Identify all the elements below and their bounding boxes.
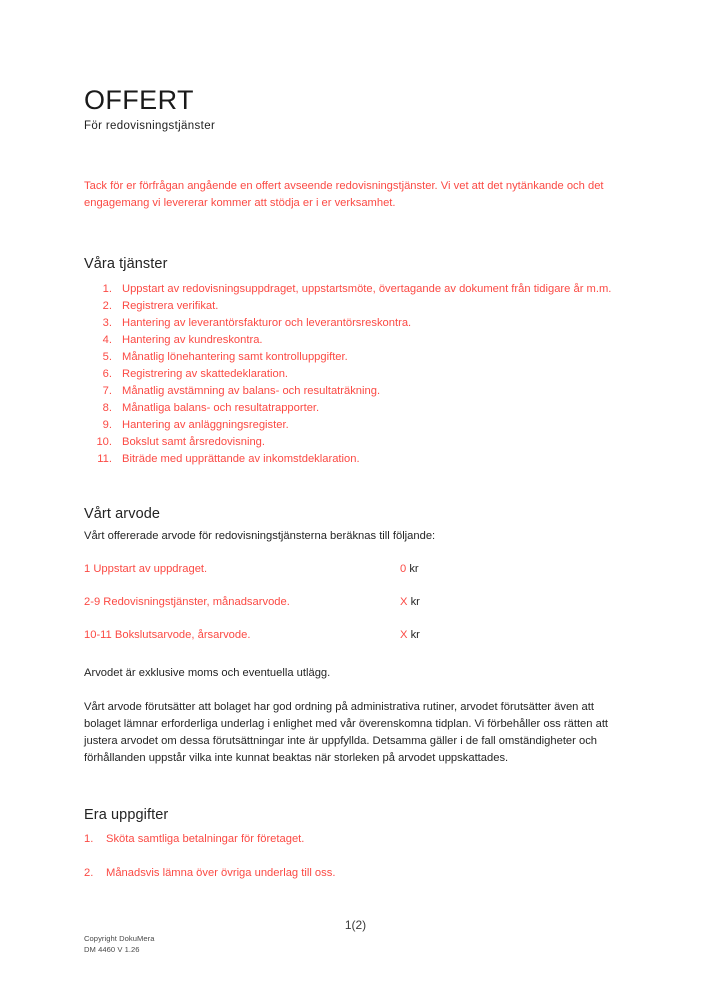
fee-value: 0: [400, 563, 407, 576]
footer-document-code: DM 4460 V 1.26: [84, 944, 140, 954]
vat-note-paragraph: Arvodet är exklusive moms och eventuella utlägg.: [84, 666, 331, 679]
page-number: 1(2): [344, 918, 367, 932]
section-heading-fee: Vårt arvode: [84, 505, 161, 522]
your-tasks-list: [84, 831, 627, 882]
list-item: Hantering av kundreskontra.: [122, 333, 263, 346]
fee-amount: [400, 594, 420, 611]
list-item: Månatlig avstämning av balans- och resultaträkning.: [122, 384, 381, 397]
fee-description: 10-11 Bokslutsarvode, årsarvode.: [84, 628, 251, 641]
section-heading-services: Våra tjänster: [84, 256, 168, 273]
fee-amount: [400, 627, 420, 644]
fee-description: 2-9 Redovisningstjänster, månadsarvode.: [84, 596, 290, 609]
services-list: [84, 281, 627, 467]
list-item: Uppstart av redovisningsuppdraget, uppstartsmöte, övertagande av dokument från tidigare år m.m.: [122, 283, 612, 296]
list-item: Månatliga balans- och resultatrapporter.: [122, 401, 320, 414]
fee-amount: [400, 561, 419, 578]
section-heading-your-tasks: Era uppgifter: [84, 806, 169, 823]
fee-table: [84, 561, 627, 643]
page-subtitle: För redovisningstjänster: [84, 120, 216, 133]
list-item: Hantering av anläggningsregister.: [122, 418, 289, 431]
fee-unit: kr: [406, 563, 419, 576]
document-content: [84, 0, 627, 954]
fee-lead-text: Vårt offererade arvode för redovisningstjänsterna beräknas till följande:: [84, 529, 436, 542]
fee-conditions-paragraph: Vårt arvode förutsätter att bolaget har god ordning på administrativa rutiner, arvodet förutsätter även att bolaget lämnar erforderliga underlag i enlighet med vår överenskomna tidplan. Vi förbehåller oss rätten att justera arvodet om dessa förutsättningar inte är uppfyllda. Detsamma gäller i de fall omständigheter och förhållanden uppstår vilka inte kunnat beaktas när storleken på arvodet uppskattades.: [84, 700, 609, 764]
table-row: [84, 627, 627, 644]
page-title: OFFERT: [84, 85, 194, 115]
list-item: Månatlig lönehantering samt kontrolluppgifter.: [122, 350, 348, 363]
fee-unit: kr: [407, 628, 420, 641]
footer-meta: [84, 934, 155, 956]
fee-value: X: [400, 596, 408, 609]
list-item: Registrera verifikat.: [122, 300, 219, 313]
footer-copyright: Copyright DokuMera: [84, 934, 155, 943]
list-item: Sköta samtliga betalningar för företaget.: [106, 832, 305, 845]
fee-value: X: [400, 628, 408, 641]
list-item: Registrering av skattedeklaration.: [122, 367, 289, 380]
table-row: [84, 561, 627, 578]
list-item: Månadsvis lämna över övriga underlag till oss.: [106, 866, 336, 879]
list-item: Hantering av leverantörsfakturor och leverantörsreskontra.: [122, 316, 412, 329]
table-row: [84, 594, 627, 611]
list-item: Biträde med upprättande av inkomstdeklaration.: [122, 452, 360, 465]
list-item: Bokslut samt årsredovisning.: [122, 435, 266, 448]
intro-paragraph: Tack för er förfrågan angående en offert avseende redovisningstjänster. Vi vet att det nytänkande och det engagemang vi levererar kommer att stödja er i er verksamhet.: [84, 180, 604, 210]
fee-unit: kr: [407, 596, 420, 609]
fee-description: 1 Uppstart av uppdraget.: [84, 563, 208, 576]
